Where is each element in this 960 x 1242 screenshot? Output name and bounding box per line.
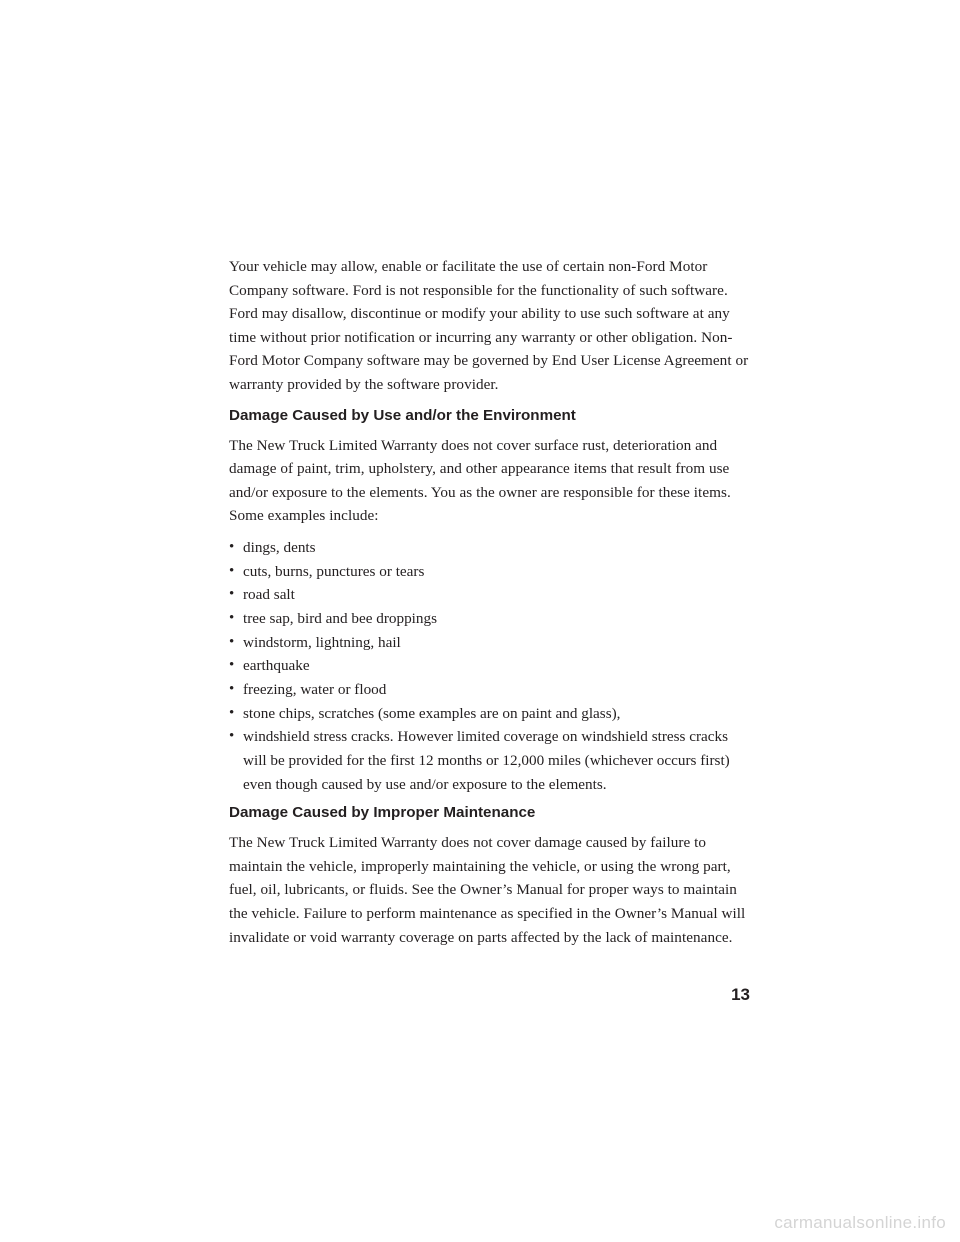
bullet-icon: •	[229, 633, 235, 650]
list-item: • freezing, water or flood	[229, 678, 749, 702]
list-item: • tree sap, bird and bee droppings	[229, 607, 749, 631]
page-number: 13	[731, 985, 750, 1004]
page-content	[229, 255, 749, 957]
list-item: • windstorm, lightning, hail	[229, 631, 749, 655]
bullet-icon: •	[229, 562, 235, 579]
section-body-environment: The New Truck Limited Warranty does not cover surface rust, deterioration and damage of paint, trim, upholstery, and other appearance items that result from use and/or exposure to the elements. You as the owner are responsible for these items. Some examples include:	[229, 436, 731, 525]
watermark-text: carmanualsonline.info	[774, 1213, 946, 1232]
bullet-icon: •	[229, 538, 235, 555]
bullet-icon: •	[229, 681, 235, 698]
bullet-icon: •	[229, 657, 235, 674]
intro-paragraph: Your vehicle may allow, enable or facilitate the use of certain non-Ford Motor Company software. Ford is not responsible for the functionality of such software. Ford may disallow, discontinue or modify your ability to use such software at any time without prior notification or incurring any warranty or other obligation. Non-Ford Motor Company software may be governed by End User License Agreement or warranty provided by the software provider.	[229, 258, 749, 393]
section-heading-environment: Damage Caused by Use and/or the Environment	[229, 406, 576, 424]
list-item: • dings, dents	[229, 536, 749, 560]
section-heading-maintenance: Damage Caused by Improper Maintenance	[229, 804, 536, 822]
bullet-icon: •	[229, 586, 235, 603]
bullet-icon: •	[229, 704, 235, 721]
list-item: • windshield stress cracks. However limited coverage on windshield stress cracks will be provided for the first 12 months or 12,000 miles (whichever occurs first) even though caused by use and/or exposure to the elements.	[229, 725, 749, 796]
examples-list	[229, 536, 749, 796]
bullet-icon: •	[229, 610, 235, 626]
section-body-maintenance: The New Truck Limited Warranty does not cover damage caused by failure to maintain the vehicle, improperly maintaining the vehicle, or using the wrong part, fuel, oil, lubricants, or fluids. See the Owner’s Manual for proper ways to maintain the vehicle. Failure to perform maintenance as specified in the Owner’s Manual will invalidate or void warranty coverage on parts affected by the lack of maintenance.	[229, 834, 746, 946]
list-item: • cuts, burns, punctures or tears	[229, 560, 749, 584]
list-item: • earthquake	[229, 654, 749, 678]
list-item: • stone chips, scratches (some examples are on paint and glass),	[229, 702, 749, 726]
list-item: • road salt	[229, 583, 749, 607]
bullet-icon: •	[229, 728, 235, 745]
